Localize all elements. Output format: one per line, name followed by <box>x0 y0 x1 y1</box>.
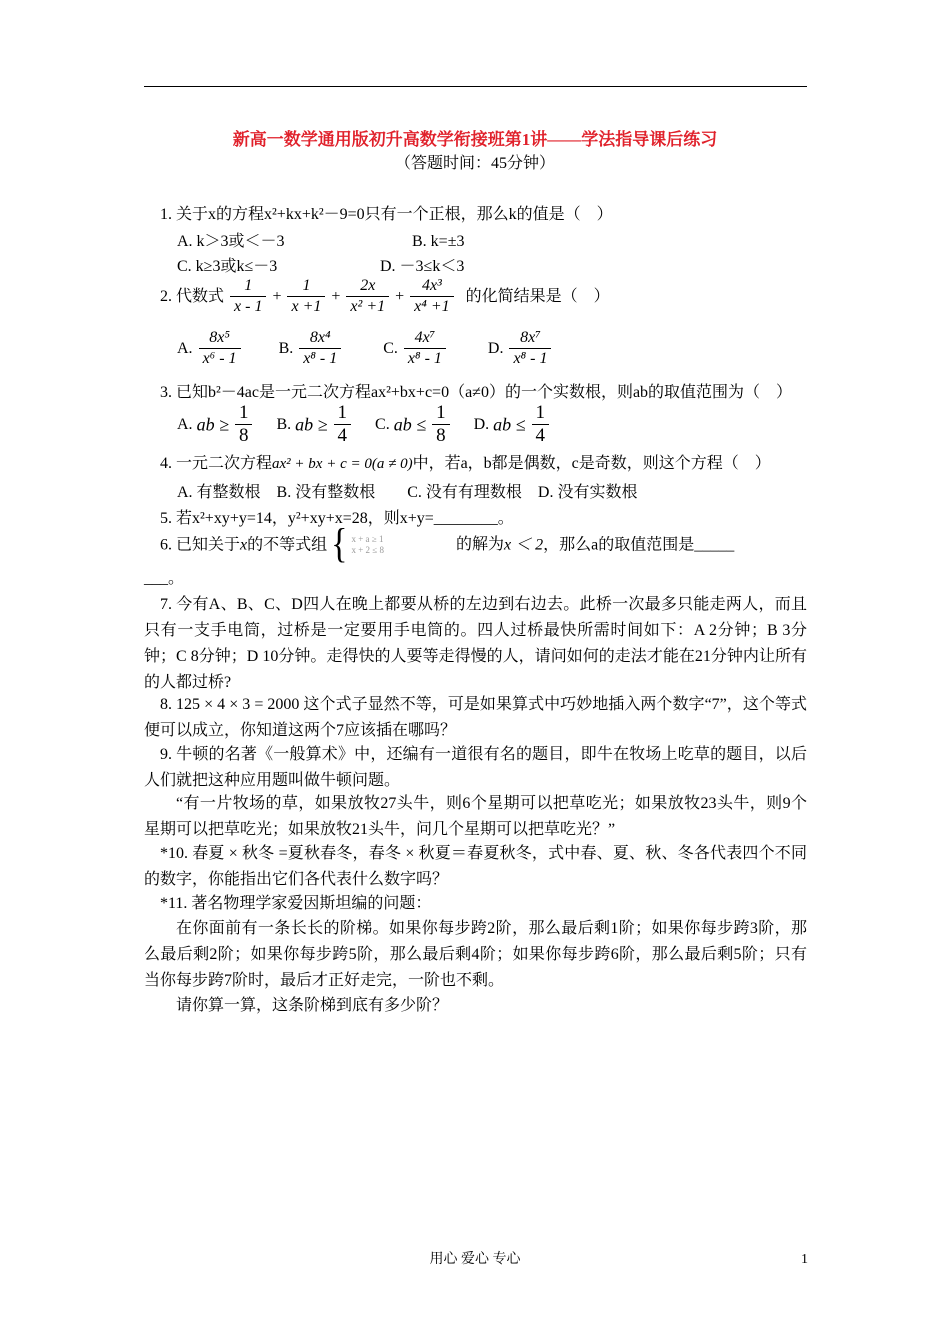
q2-option-b: $\frac{\text{8x⁴}}{\text{x⁸ - 1}}$ <box>299 328 341 369</box>
question-5: 5. 若x²+xy+y=14，y²+xy+x=28，则x+y=________。 <box>160 510 514 527</box>
question-2-options: A. $\frac{\text{8x⁵}}{\text{x⁶ - 1}}$ B. $\frac{\text{8x⁴}}{\text{x⁸ - 1}}$ C. $\frac{\text{4x⁷}}{\text{x⁸ - 1}}$ D. $\frac{\text{8x⁷}}{\text{x⁸ - 1}}$ <box>177 328 553 369</box>
q2-option-c: $\frac{\text{4x⁷}}{\text{x⁸ - 1}}$ <box>404 328 446 369</box>
question-1-option-d: D. －3≤k＜3 <box>380 258 465 275</box>
question-6: 6. 已知关于x的不等式组 { x + a ≥ 1 x + 2 ≤ 8 的解为x ＜ 2，那么a的取值范围是_____ <box>160 522 735 567</box>
q2-option-a: $\frac{\text{8x⁵}}{\text{x⁶ - 1}}$ <box>199 328 241 369</box>
question-1-option-a: A. k＞3或＜－3 <box>177 233 285 250</box>
q3-option-b-frac: $\frac{1}{4}$ <box>334 402 352 447</box>
question-1-stem: 1. 关于x的方程x²+kx+k²－9=0只有一个正根，那么k的值是（ ） <box>160 206 613 223</box>
page-subtitle: （答题时间：45分钟） <box>394 155 555 172</box>
page-number: 1 <box>801 1252 808 1267</box>
question-3-stem: 3. 已知b²－4ac是一元二次方程ax²+bx+c=0（a≠0）的一个实数根，则ab的取值范围为（ ） <box>160 384 793 401</box>
question-4-stem: 4. 一元二次方程ax² + bx + c = 0(a ≠ 0)中，若a，b都是偶数，c是奇数，则这个方程（ ） <box>160 455 771 472</box>
question-4-equation: ax² + bx + c = 0(a ≠ 0) <box>272 456 413 472</box>
header-rule <box>144 86 807 87</box>
q3-option-d-frac: $\frac{1}{4}$ <box>532 402 550 447</box>
footer-slogan: 用心 爱心 专心 <box>429 1252 521 1267</box>
question-9-problem: “有一片牧场的草，如果放牧27头牛，则6个星期可以把草吃光；如果放牧23头牛，则9个星期可以把草吃光；如果放牧21头牛，问几个星期可以把草吃光？” <box>144 795 807 838</box>
question-6-continuation: ___。 <box>144 570 185 587</box>
inequality-system: x + a ≥ 1 x + 2 ≤ 8 <box>351 534 384 555</box>
question-9-intro: 9. 牛顿的名著《一般算术》中，还编有一道很有名的题目，即牛在牧场上吃草的题目，以后人们就把这种应用题叫做牛顿问题。 <box>144 746 807 789</box>
question-2-stem: 2. 代数式 $\frac{1}{x - 1}$ + $\frac{1}{x +1}$ + $\frac{2x}{\text{x² +1}}$ + $\frac{\text{4x³}}{\text{x⁴ +1}}$ 的化简结果是（ ） <box>160 277 610 315</box>
question-3-options: A. ab ≥ $\frac{1}{8}$ B. ab ≥ $\frac{1}{4}$ C. ab ≤ $\frac{1}{8}$ D. ab ≤ $\frac{1}{4}$ <box>177 402 551 447</box>
question-2-prefix: 2. 代数式 <box>160 287 225 305</box>
question-2-suffix: 的化简结果是（ ） <box>465 287 610 305</box>
question-1-option-c: C. k≥3或k≤－3 <box>177 258 278 275</box>
question-4-options: A. 有整数根 B. 没有整数根 C. 没有有理数根 D. 没有实数根 <box>177 484 638 501</box>
question-11-title: *11. 著名物理学家爱因斯坦编的问题： <box>160 895 432 912</box>
question-10: *10. 春夏 × 秋冬 =夏秋春冬，春冬 × 秋夏＝春夏秋冬，式中春、夏、秋、冬各代表四个不同的数字，你能指出它们各代表什么数字吗？ <box>144 845 807 888</box>
q2-term-1: $\frac{1}{x - 1}$ <box>230 276 266 317</box>
q3-option-a-frac: $\frac{1}{8}$ <box>235 402 253 447</box>
question-1-option-b: B. k=±3 <box>412 233 465 250</box>
q2-option-d: $\frac{\text{8x⁷}}{\text{x⁸ - 1}}$ <box>509 328 551 369</box>
q3-option-c-frac: $\frac{1}{8}$ <box>432 402 450 447</box>
q2-term-2: $\frac{1}{x +1}$ <box>287 276 325 317</box>
q2-term-4: $\frac{\text{4x³}}{\text{x⁴ +1}}$ <box>410 276 453 317</box>
question-11-body: 在你面前有一条长长的阶梯。如果你每步跨2阶，那么最后剩1阶；如果你每步跨3阶，那么最后剩2阶；如果你每步跨5阶，那么最后剩4阶；如果你每步跨6阶，那么最后剩5阶；只有当你每步跨7阶时，最后才正好走完，一阶也不剩。 <box>144 920 807 989</box>
question-8: 8. 125 × 4 × 3 = 2000 这个式子显然不等，可是如果算式中巧妙地插入两个数字“7”，这个等式便可以成立，你知道这两个7应该插在哪吗？ <box>144 696 807 739</box>
question-11-ask: 请你算一算，这条阶梯到底有多少阶？ <box>176 997 449 1014</box>
system-brace: { <box>331 522 348 567</box>
question-7: 7. 今有A、B、C、D四人在晚上都要从桥的左边到右边去。此桥一次最多只能走两人，而且只有一支手电筒，过桥是一定要用手电筒的。四人过桥最快所需时间如下：A 2分钟；B 3分钟；C 8分钟；D 10分钟。走得快的人要等走得慢的人，请问如何的走法才能在21分钟内让所有的人都过桥? <box>144 596 807 691</box>
page-title: 新高一数学通用版初升高数学衔接班第1讲——学法指导课后练习 <box>232 130 718 149</box>
q2-term-3: $\frac{2x}{\text{x² +1}}$ <box>346 276 389 317</box>
